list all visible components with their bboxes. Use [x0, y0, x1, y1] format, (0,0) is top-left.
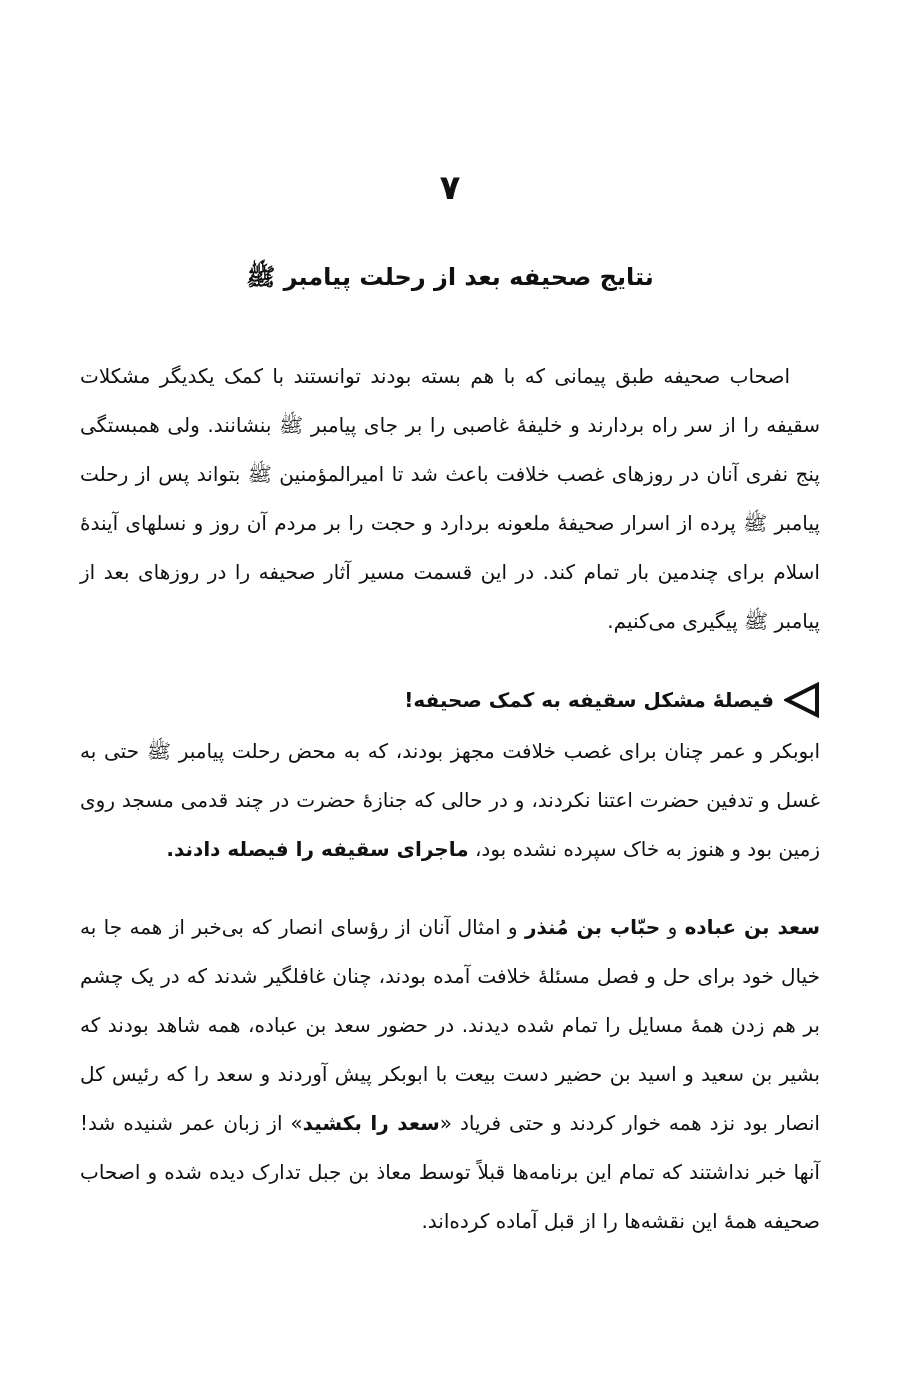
section-paragraph-2-text-1: و [660, 915, 685, 939]
name-hubab-ibn-mundhir: حبّاب بن مُنذر [524, 915, 661, 939]
intro-text: اصحاب صحیفه طبق پیمانی که با هم بسته بودند توانستند با کمک یکدیگر مشکلات سقیفه را از سر راه بردارند و خلیفهٔ غاصبی را بر جای پیامبر ﷺ بنشانند. ولی همبستگی پنج نفری آنان در روزهای غصب خلافت باعث شد تا امیرالمؤمنین ﷺ بتواند پس از رحلت پیامبر ﷺ پرده از اسرار صحیفهٔ ملعونه بردارد و حجت را بر مردم آن روز و نسلهای آیندهٔ اسلام برای چندمین بار تمام کند. در این قسمت مسیر آثار صحیفه را در روزهای بعد از پیامبر ﷺ پیگیری می‌کنیم. [80, 364, 820, 633]
section-paragraph-1-text: ابوبکر و عمر چنان برای غصب خلافت مجهز بودند، که به محض رحلت پیامبر ﷺ حتی به غسل و تدفین حضرت اعتنا نکردند، و در حالی که جنازهٔ حضرت در چند قدمی مسجد روی زمین بود و هنوز به خاک سپرده نشده بود، [80, 739, 820, 861]
quote-kill-sad: سعد را بکشید [302, 1111, 440, 1135]
name-sad-ibn-ubadah: سعد بن عباده [684, 915, 820, 939]
book-page [80, 0, 820, 1393]
triangle-left-outline-icon [784, 682, 820, 718]
section-paragraph-2-text-2: و امثال آنان از رؤسای انصار که بی‌خبر از همه جا به خیال خود برای حل و فصل مسئلهٔ خلافت آمده بودند، چنان غافلگیر شدند که در یک چشم بر هم زدن همهٔ مسایل را تمام شده دیدند. در حضور سعد بن عباده، همه شاهد بودند که بشیر بن سعید و اسید بن حضیر دست بیعت با ابوبکر پیش آوردند و سعد را که رئیس کل انصار بود نزد همه خوار کردند و حتی فریاد « [80, 915, 820, 1135]
chapter-number: ۷ [439, 168, 461, 208]
section-paragraph-2 [80, 903, 820, 1246]
chapter-title: نتایج صحیفه بعد از رحلت پیامبر ﷺ [246, 263, 654, 291]
intro-paragraph [80, 352, 820, 646]
section-paragraph-1 [80, 727, 820, 874]
section-heading [80, 680, 820, 720]
section-paragraph-2-text-3: » از زبان عمر شنیده شد! آنها خبر نداشتند که تمام این برنامه‌ها قبلاً توسط معاذ بن جبل تدارک دیده شده و اصحاب صحیفه همهٔ این نقشه‌ها را از قبل آماده کرده‌اند. [80, 1111, 820, 1233]
section-title: فیصلهٔ مشکل سقیفه به کمک صحیفه! [404, 688, 774, 712]
section-paragraph-1-bold: ماجرای سقیفه را فیصله دادند. [166, 837, 469, 861]
